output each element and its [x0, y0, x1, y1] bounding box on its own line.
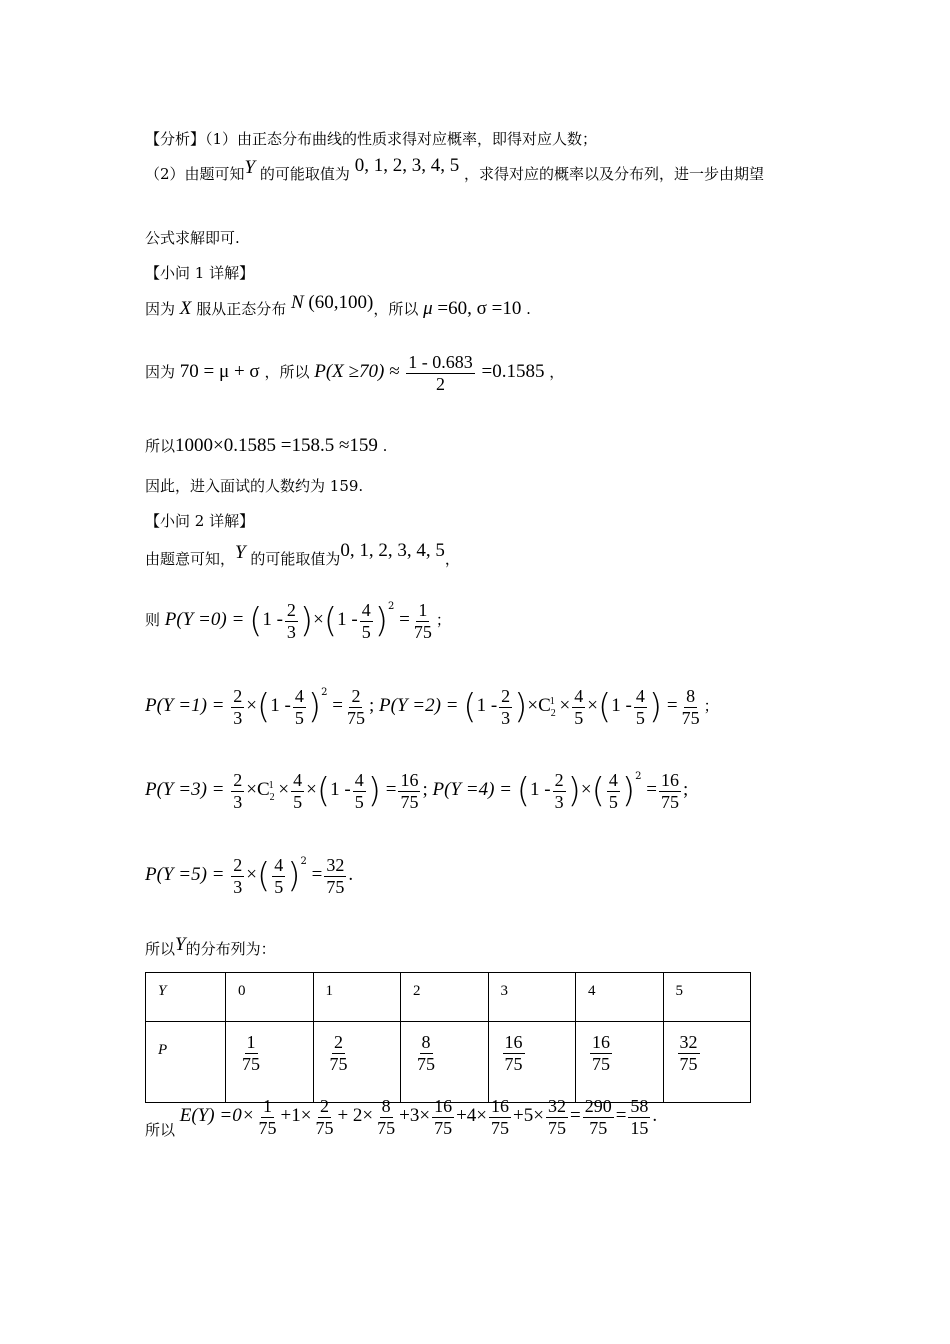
q1-title — [145, 262, 254, 283]
q1-line-3 — [145, 435, 387, 457]
den: 75 — [242, 1053, 260, 1074]
params: μ =60, σ =10 — [423, 298, 522, 319]
var-y: Y — [175, 934, 186, 955]
expectation-line: 所以 E(Y) =0× $\frac{1}{75}$ +1× $\frac{2}{75}$ + 2× $\frac{8}{75}$ +3× $\frac{16}{75}$ +4× $\frac{16}{75}$ +5× $\frac{32}{75}$ = $\frac{290}{75}$ = $\frac{58}{15}$ . — [145, 1096, 658, 1140]
text: . — [652, 1105, 658, 1127]
values: 0, 1, 2, 3, 4, 5 — [340, 540, 445, 561]
table-cell — [576, 1022, 664, 1103]
p0-value: $\frac{1}{75}$ — [413, 600, 432, 642]
equation: 1000×0.1585 =158.5 ≈159 — [175, 435, 378, 456]
fraction — [406, 352, 475, 394]
den: 2 — [436, 373, 445, 394]
text: 的可能取值为 — [259, 165, 350, 183]
text: . — [382, 437, 388, 455]
table-cell: Y — [146, 973, 226, 1022]
text: ，所以 — [373, 300, 419, 318]
p3-label: P(Y =3) = — [145, 779, 225, 801]
table-row — [146, 1022, 751, 1103]
analysis-line-2 — [145, 155, 764, 185]
distribution-table — [145, 972, 751, 1103]
table-cell — [226, 1022, 314, 1103]
text: ，所以 — [264, 363, 310, 382]
table-cell: 3 — [488, 973, 576, 1022]
text: 由题意可知， — [145, 550, 236, 568]
num: 1 — [246, 1032, 256, 1052]
q2-title — [145, 510, 254, 531]
text: ，求得对应的概率以及分布列，进一步由期望 — [463, 165, 764, 183]
text: ， — [444, 550, 460, 568]
text: 因此，进入面试的人数约为 159. — [145, 477, 364, 495]
p0-label: P(Y =0) = — [164, 609, 245, 631]
result: =0.1585 — [481, 361, 545, 383]
var-y: Y — [235, 542, 246, 563]
num: 1 - 0.683 — [408, 352, 473, 372]
text: (60,100) — [308, 292, 374, 313]
text: 的分布列为： — [185, 940, 276, 958]
p1-p2-line: P(Y =1) = $\frac{2}{3}$ ×(1 - $\frac{4}{5}$ )$^2$ = $\frac{2}{75}$ ; P(Y =2) = (1 - $\frac{2}{3}$ )$\times C_2^1$ × $\frac{4}{5}$ ×(1 - $\frac{4}{5}$ ) = $\frac{8}{75}$ ； — [145, 686, 719, 728]
den: 75 — [329, 1053, 348, 1074]
table-cell: 0 — [226, 973, 314, 1022]
p1-label: P(Y =1) = — [145, 695, 225, 717]
q1-line-1 — [145, 292, 531, 320]
table-cell — [313, 1022, 401, 1103]
text: 【小问 2 详解】 — [145, 512, 255, 530]
p5-line: P(Y =5) = $\frac{2}{3}$ ×( $\frac{4}{5}$ )$^2$ = $\frac{32}{75}$ . — [145, 855, 354, 897]
den: 75 — [592, 1053, 610, 1074]
table-cell: 4 — [576, 973, 664, 1022]
var-x: X — [179, 298, 192, 319]
text: 【小问 1 详解】 — [145, 264, 255, 282]
p5-label: P(Y =5) = — [145, 864, 225, 886]
var-y: Y — [244, 157, 256, 178]
analysis-text: 【分析】（1）由正态分布曲线的性质求得对应概率，即得对应人数； — [145, 130, 598, 148]
analysis-line-1 — [145, 128, 597, 149]
text: 的可能取值为 — [250, 550, 341, 568]
text: 公式求解即可. — [145, 229, 240, 247]
text: 所以 — [145, 1121, 176, 1140]
table-cell — [488, 1022, 576, 1103]
table-cell — [663, 1022, 751, 1103]
table-cell: 2 — [401, 973, 489, 1022]
num: 2 — [334, 1032, 343, 1052]
analysis-line-3 — [145, 227, 240, 248]
p3-p4-line: P(Y =3) = $\frac{2}{3}$ $\times C_2^1$ × $\frac{4}{5}$ ×(1 - $\frac{4}{5}$ ) = $\frac{16}{75}$ ; P(Y =4) = (1 - $\frac{2}{3}$ )×( $\frac{4}{5}$ )$^2$ = $\frac{16}{75}$ ; — [145, 770, 689, 812]
text: . — [526, 300, 531, 318]
normal-dist: N (60,100) — [290, 292, 374, 313]
q1-line-2 — [145, 352, 564, 394]
num: 16 — [504, 1032, 523, 1052]
q1-line-4 — [145, 475, 363, 496]
text: 所以 — [145, 940, 176, 958]
text: 所以 — [145, 437, 176, 455]
table-cell: 5 — [663, 973, 751, 1022]
den: 75 — [417, 1053, 435, 1074]
text: 因为 — [145, 363, 176, 382]
expectation-label: E(Y) =0× — [179, 1105, 255, 1127]
table-cell: 1 — [313, 973, 401, 1022]
p0-line: 则 P(Y =0) = (1 - $\frac{2}{3}$ )×(1 - $\frac{4}{5}$ )$^2$ = $\frac{1}{75}$ ； — [145, 600, 451, 642]
num: 16 — [592, 1032, 610, 1052]
den: 75 — [504, 1053, 523, 1074]
num: 8 — [421, 1032, 431, 1052]
p2-label: P(Y =2) = — [379, 695, 459, 717]
den: 75 — [679, 1053, 698, 1074]
num: 32 — [679, 1032, 698, 1052]
text: =60, σ =10 — [437, 298, 522, 319]
table-cell: P — [146, 1022, 226, 1103]
table-intro — [145, 934, 276, 960]
text: 因为 — [145, 300, 176, 318]
text: 服从正态分布 — [196, 300, 287, 318]
q2-line-1 — [145, 540, 460, 570]
text: 则 — [145, 611, 161, 630]
text: ， — [549, 363, 565, 382]
probability: P(X ≥70) ≈ — [314, 361, 400, 383]
table-cell — [401, 1022, 489, 1103]
table-row — [146, 973, 751, 1022]
equation: 70 = μ + σ — [179, 361, 260, 383]
text: （2）由题可知 — [145, 165, 245, 183]
p4-label: P(Y =4) = — [432, 779, 512, 801]
values: 0, 1, 2, 3, 4, 5 — [354, 155, 460, 176]
